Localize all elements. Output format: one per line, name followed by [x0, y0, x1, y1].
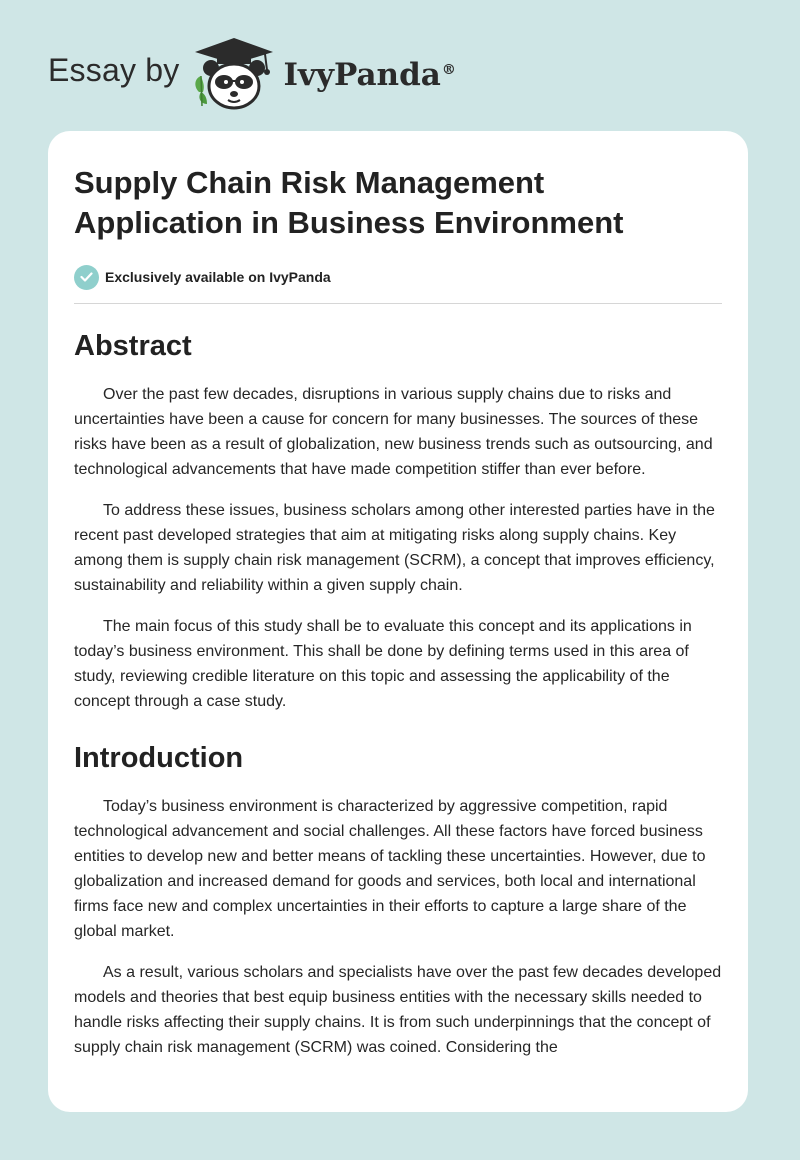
introduction-paragraph-2: As a result, various scholars and specialists have over the past few decades developed models and theories that best equip business entities with the necessary skills needed to handle risks affecting their supply chains. It is from such underpinnings that the concept of supply chain risk management (SCRM) was coined. Considering the	[74, 964, 722, 1056]
brand-name: IvyPanda®	[283, 57, 456, 93]
section-heading-introduction: Introduction	[74, 742, 244, 774]
panda-mascot-icon	[189, 34, 279, 114]
registered-mark: ®	[441, 61, 456, 78]
site-header	[48, 34, 456, 114]
abstract-paragraph-1: Over the past few decades, disruptions in various supply chains due to risks and uncertainties have been a cause for concern for many businesses. The sources of these risks have been as a result of globalization, new business trends such as outsourcing, and technological advancements that have made competition stiffer than ever before.	[74, 386, 713, 478]
exclusive-badge	[74, 263, 722, 291]
check-icon	[74, 265, 99, 290]
title-line-1: Supply Chain Risk Management	[74, 165, 545, 200]
page-title	[74, 163, 722, 243]
abstract-paragraph-2: To address these issues, business scholars among other interested parties have in the recent past developed strategies that aim at mitigating risks along supply chains. Key among them is supply chain risk management (SCRM), a concept that improves efficiency, sustainability and reliability within a given supply chain.	[74, 502, 715, 594]
exclusive-label: Exclusively available on IvyPanda	[105, 269, 331, 285]
essay-by-label: Essay by	[48, 51, 180, 88]
abstract-paragraph-3: The main focus of this study shall be to evaluate this concept and its applications in today’s business environment. This shall be done by defining terms used in this area of study, reviewing credible literature on this topic and assessing the applicability of the concept through a case study.	[74, 618, 692, 710]
divider	[74, 303, 722, 304]
ivypanda-logo[interactable]	[189, 34, 455, 114]
section-heading-abstract: Abstract	[74, 330, 192, 362]
title-line-2: Application in Business Environment	[74, 205, 624, 240]
essay-card	[48, 131, 748, 1112]
introduction-paragraph-1: Today’s business environment is characterized by aggressive competition, rapid technological advancement and social challenges. All these factors have forced business entities to develop new and better means of tackling these uncertainties. However, due to globalization and increased demand for goods and services, both local and international firms face new and complex uncertainties in their efforts to capture a large share of the global market.	[74, 798, 706, 940]
